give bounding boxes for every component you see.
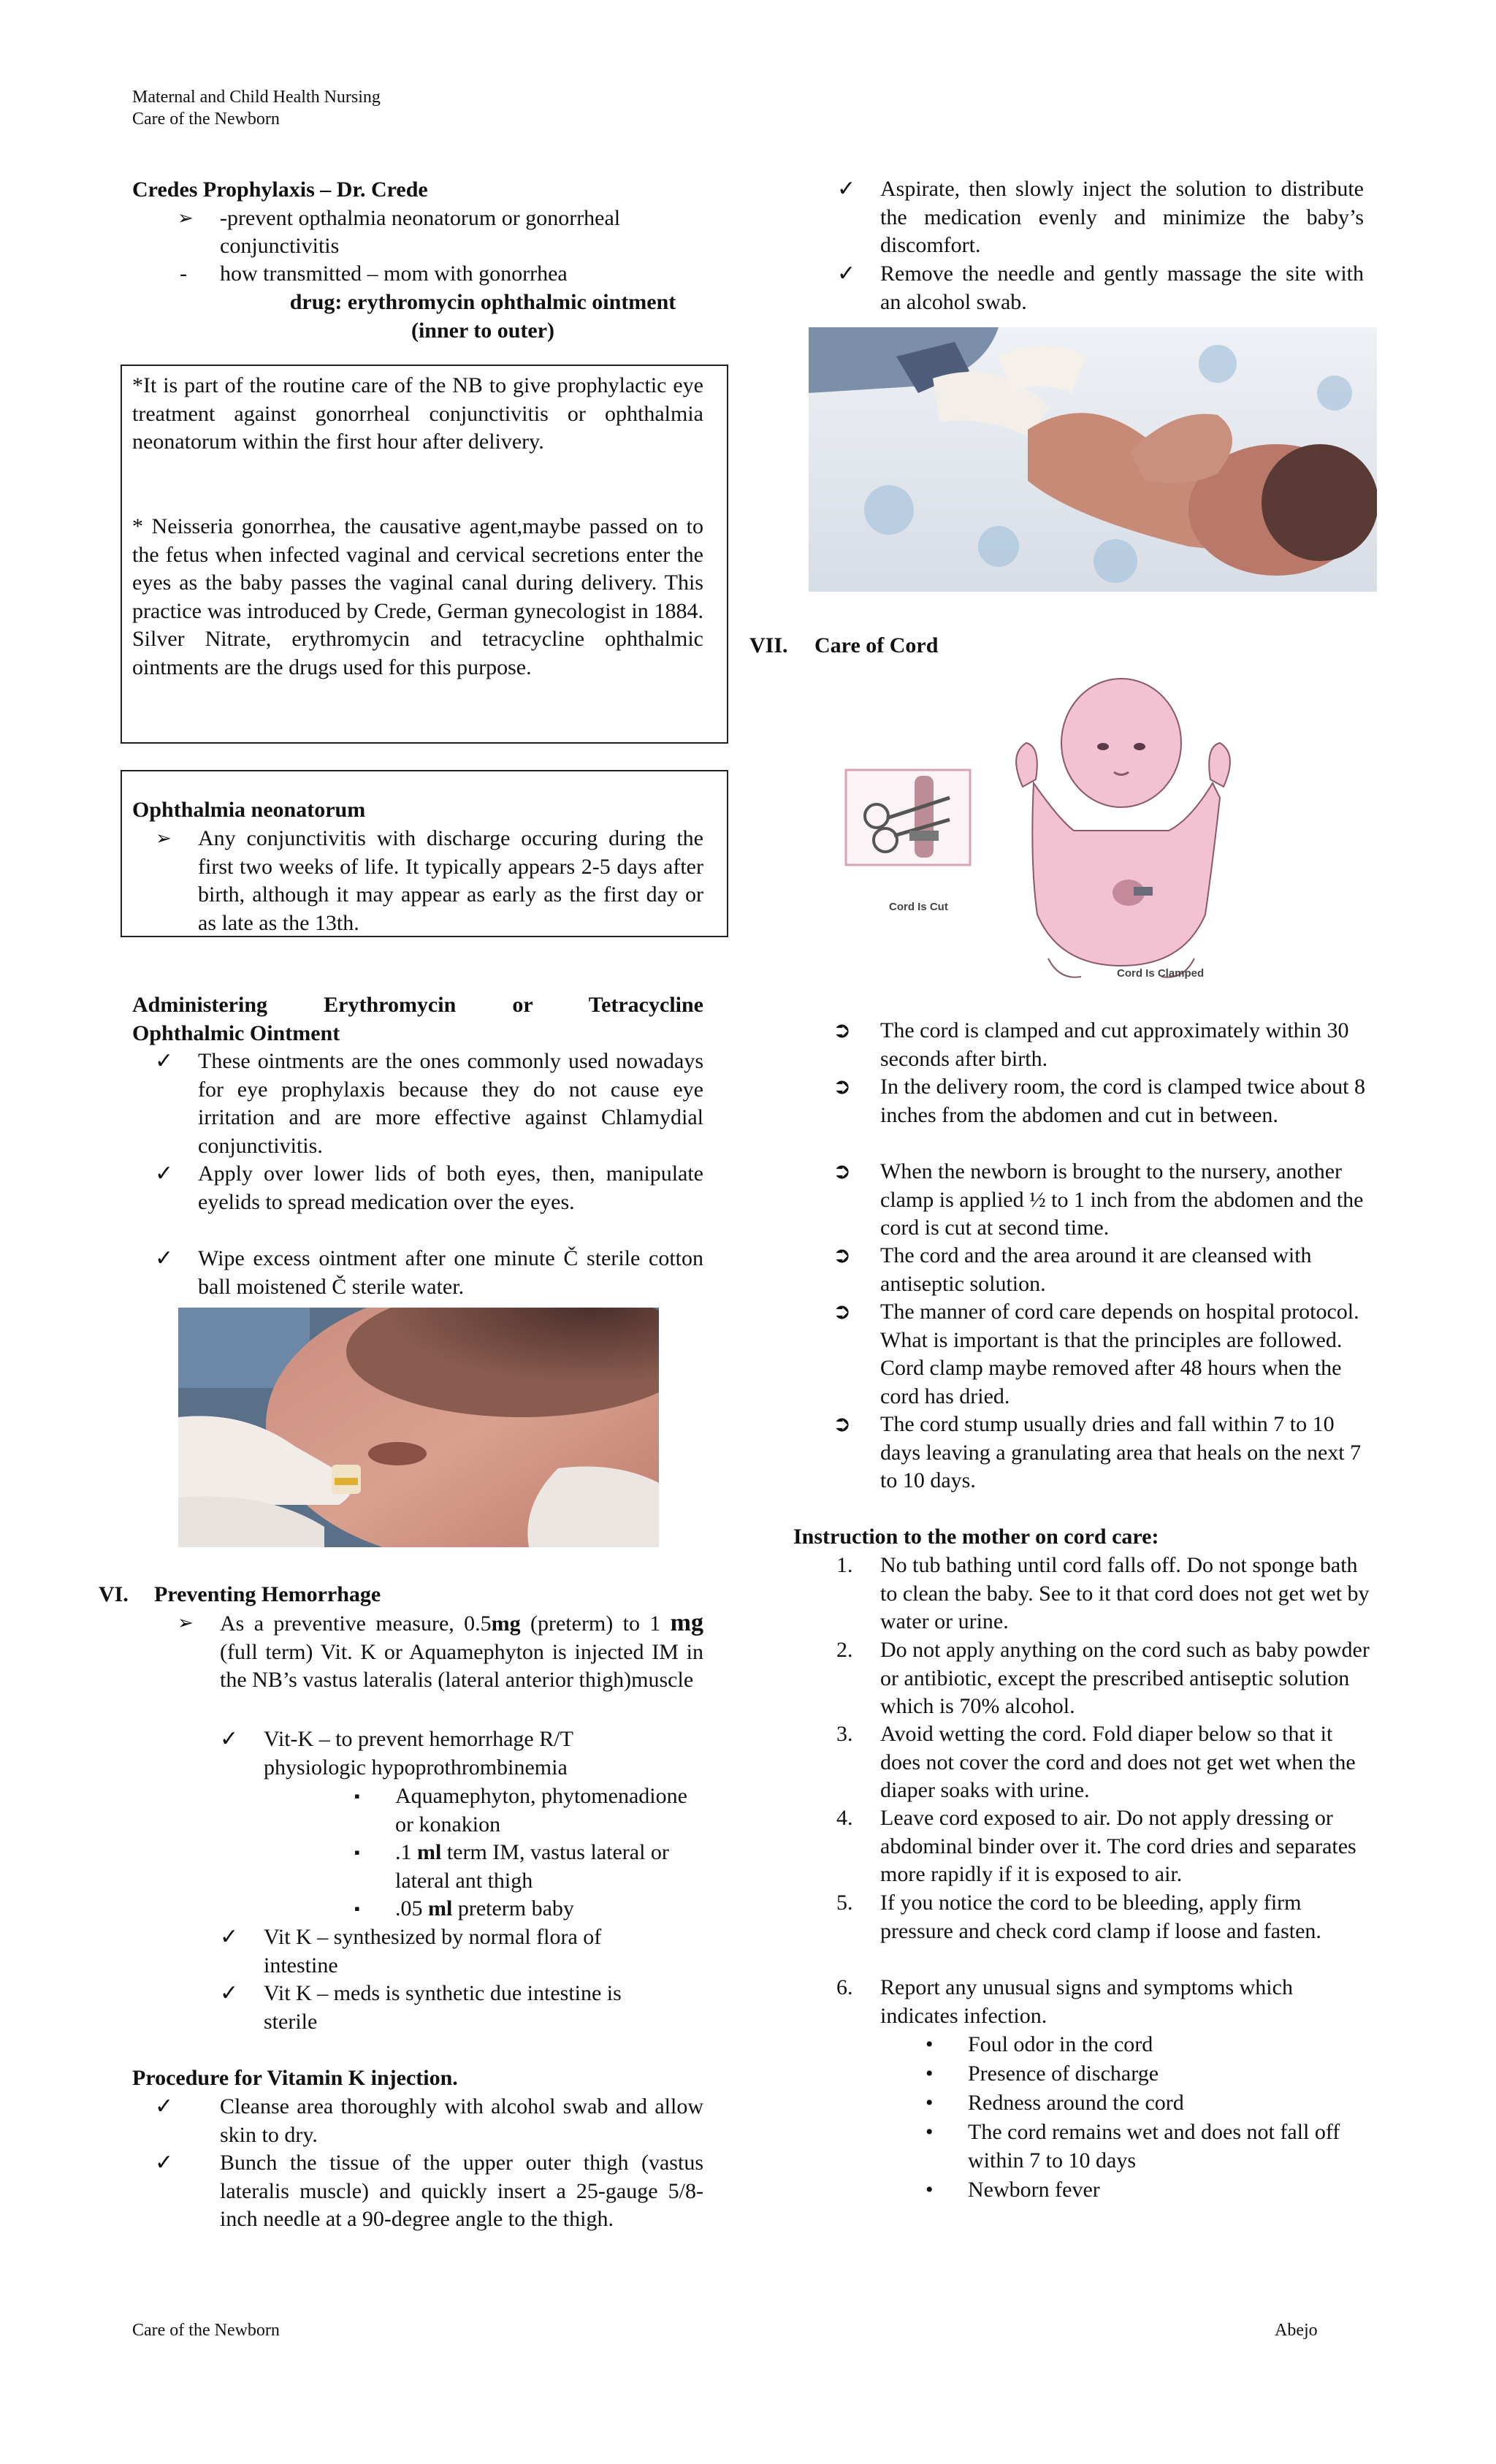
section-6-intro	[220, 1609, 703, 1695]
arrow-bullet-icon: ➢	[178, 207, 194, 229]
circle-arrow-icon: ➲	[833, 1243, 852, 1267]
dot-bullet-icon: •	[926, 2032, 934, 2056]
square-bullet-icon: ▪	[354, 1787, 360, 1805]
check-icon: ✓	[220, 1981, 239, 2005]
instruction-number-1: 1.	[836, 1553, 853, 1577]
cord-illustration	[840, 674, 1293, 986]
instruction-item-6: Report any unusual signs and symptoms which indicates infection.	[880, 1975, 1293, 2028]
intro-unit-1: mg	[491, 1611, 521, 1636]
prophylaxis-paragraph-2: * Neisseria gonorrhea, the causative agent,maybe passed on to the fetus when infected vaginal and cervical secretions enter the eyes as the baby passes the vaginal canal during delivery. This practice was introduced by Crede, German gynecologist in 1884. Silver Nitrate, erythromycin and tetracycline ophthalmic ointments are the drugs used for this purpose.	[132, 514, 703, 679]
section-7-title: Care of Cord	[814, 633, 939, 657]
check-icon: ✓	[155, 1162, 174, 1186]
cord-item-1: The cord is clamped and cut approximately within 30 seconds after birth.	[880, 1018, 1349, 1071]
header-line-1: Maternal and Child Health Nursing	[132, 88, 381, 107]
instruction-item-2: Do not apply anything on the cord such as baby powder or antibiotic, except the prescribed antiseptic solution which is 70% alcohol.	[880, 1638, 1370, 1718]
circle-arrow-icon: ➲	[833, 1018, 852, 1042]
instruction-number-5: 5.	[836, 1891, 853, 1915]
header-line-2: Care of the Newborn	[132, 110, 280, 129]
check-icon: ✓	[220, 1727, 239, 1751]
credes-title: Credes Prophylaxis – Dr. Crede	[132, 178, 428, 202]
sub2-text-b: term IM, vastus lateral or lateral ant thigh	[395, 1840, 669, 1893]
ophthalmia-text: Any conjunctivitis with discharge occuring during the first two weeks of life. It typically appears 2-5 days after birth, although it may appear as early as the first day or as late as the 13th.	[198, 826, 703, 935]
dash-bullet-icon: -	[180, 262, 187, 286]
admin-item-2: Apply over lower lids of both eyes, then, manipulate eyelids to spread medication over the eyes.	[198, 1162, 703, 1214]
square-bullet-icon: ▪	[354, 1899, 360, 1918]
vitk-sub-1: Aquamephyton, phytomenadione or konakion	[395, 1784, 687, 1836]
figure-label-cord-clamped: Cord Is Clamped	[1117, 967, 1205, 980]
sub3-text-b: preterm baby	[452, 1896, 574, 1921]
sub2-unit: ml	[417, 1840, 442, 1864]
vitk-sub-2	[395, 1839, 709, 1895]
circle-arrow-icon: ➲	[833, 1300, 852, 1324]
sub2-text-a: .1	[395, 1840, 417, 1864]
admin-item-1: These ointments are the ones commonly used nowadays for eye prophylaxis because they do not cause eye irritation and are more effective against Chlamydial conjunctivitis.	[198, 1049, 703, 1158]
dot-bullet-icon: •	[926, 2120, 934, 2144]
cord-item-5: The manner of cord care depends on hospital protocol. What is important is that the principles are followed. Cord clamp maybe removed after 48 hours when the cord has dried.	[880, 1300, 1359, 1408]
intro-text-a: As a preventive measure, 0.5	[220, 1611, 492, 1636]
instruction-number-4: 4.	[836, 1806, 853, 1830]
sub3-unit: ml	[428, 1896, 453, 1921]
footer-right: Abejo	[1275, 2321, 1318, 2340]
cord-item-2: In the delivery room, the cord is clamped twice about 8 inches from the abdomen and cut in between.	[880, 1075, 1365, 1127]
dot-bullet-icon: •	[926, 2061, 934, 2086]
square-bullet-icon: ▪	[354, 1843, 360, 1861]
ophthalmia-title: Ophthalmia neonatorum	[132, 798, 366, 822]
procedure-item-3: Aspirate, then slowly inject the solution to distribute the medication evenly and minimize the baby’s discomfort.	[880, 177, 1364, 257]
eye-ointment-photo	[178, 1308, 659, 1547]
cord-item-3: When the newborn is brought to the nursery, another clamp is applied ½ to 1 inch from the abdomen and the cord is cut at second time.	[880, 1159, 1364, 1240]
admin-title-line-2: Ophthalmic Ointment	[132, 1021, 340, 1045]
credes-drug-line-2: (inner to outer)	[411, 319, 555, 343]
check-icon: ✓	[837, 177, 856, 201]
section-6-title: Preventing Hemorrhage	[154, 1582, 381, 1606]
cord-item-4: The cord and the area around it are cleansed with antiseptic solution.	[880, 1243, 1312, 1296]
circle-arrow-icon: ➲	[833, 1412, 852, 1436]
sign-item-2: Presence of discharge	[968, 2061, 1159, 2086]
prophylaxis-paragraph-1: *It is part of the routine care of the NB to give prophylactic eye treatment against gonorrheal conjunctivitis or ophthalmia neonatorum within the first hour after delivery.	[132, 373, 703, 454]
credes-bullet-2: how transmitted – mom with gonorrhea	[220, 262, 568, 286]
instruction-item-3: Avoid wetting the cord. Fold diaper below so that it does not cover the cord and does not get wet when the diaper soaks with urine.	[880, 1722, 1356, 1802]
circle-arrow-icon: ➲	[833, 1159, 852, 1183]
footer-left: Care of the Newborn	[132, 2321, 280, 2340]
check-icon: ✓	[155, 2151, 174, 2175]
instruction-number-2: 2.	[836, 1638, 853, 1662]
vitk-item-2: Vit K – synthesized by normal flora of intestine	[264, 1925, 602, 1977]
credes-bullet-1-line-2: conjunctivitis	[220, 234, 340, 258]
sign-item-5: Newborn fever	[968, 2178, 1100, 2202]
check-icon: ✓	[837, 262, 856, 286]
check-icon: ✓	[220, 1925, 239, 1949]
intro-unit-2: mg	[670, 1609, 703, 1636]
instruction-number-6: 6.	[836, 1975, 853, 1999]
section-6-number: VI.	[99, 1582, 129, 1606]
procedure-title: Procedure for Vitamin K injection.	[132, 2066, 458, 2090]
instruction-title: Instruction to the mother on cord care:	[793, 1525, 1159, 1549]
credes-drug-line-1: drug: erythromycin ophthalmic ointment	[289, 290, 676, 314]
credes-bullet-1-line-1: -prevent opthalmia neonatorum or gonorrheal	[220, 206, 621, 230]
instruction-item-1: No tub bathing until cord falls off. Do not sponge bath to clean the baby. See to it that cord does not get wet by water or urine.	[880, 1553, 1370, 1633]
admin-title-line-1: Administering Erythromycin or Tetracycline	[132, 993, 703, 1017]
arrow-bullet-icon: ➢	[178, 1612, 194, 1633]
vitk-item-3: Vit K – meds is synthetic due intestine is sterile	[264, 1981, 622, 2034]
procedure-item-4: Remove the needle and gently massage the site with an alcohol swab.	[880, 262, 1364, 314]
check-icon: ✓	[155, 1246, 174, 1270]
sub3-text-a: .05	[395, 1896, 428, 1921]
sign-item-4: The cord remains wet and does not fall off within 7 to 10 days	[968, 2120, 1340, 2173]
dot-bullet-icon: •	[926, 2178, 934, 2202]
instruction-number-3: 3.	[836, 1722, 853, 1746]
procedure-item-2: Bunch the tissue of the upper outer thigh (vastus lateralis muscle) and quickly insert a 25-gauge 5/8-inch needle at a 90-degree angle to the thigh.	[220, 2151, 703, 2231]
procedure-item-1: Cleanse area thoroughly with alcohol swab and allow skin to dry.	[220, 2094, 703, 2147]
cord-item-6: The cord stump usually dries and fall within 7 to 10 days leaving a granulating area that heals on the next 7 to 10 days.	[880, 1412, 1362, 1492]
circle-arrow-icon: ➲	[833, 1075, 852, 1099]
dot-bullet-icon: •	[926, 2091, 934, 2115]
check-icon: ✓	[155, 2094, 174, 2118]
vitk-sub-3	[395, 1895, 709, 1923]
arrow-bullet-icon: ➢	[156, 828, 172, 849]
admin-item-3: Wipe excess ointment after one minute Č sterile cotton ball moistened Č sterile water.	[198, 1246, 703, 1299]
figure-label-cord-cut: Cord Is Cut	[889, 901, 948, 913]
instruction-item-5: If you notice the cord to be bleeding, apply firm pressure and check cord clamp if loose and fasten.	[880, 1891, 1321, 1943]
vitk-item-1: Vit-K – to prevent hemorrhage R/T physiologic hypoprothrombinemia	[264, 1727, 573, 1780]
sign-item-1: Foul odor in the cord	[968, 2032, 1153, 2056]
injection-photo	[809, 327, 1377, 592]
instruction-item-4: Leave cord exposed to air. Do not apply dressing or abdominal binder over it. The cord dries and separates more rapidly if it is exposed to air.	[880, 1806, 1356, 1886]
intro-text-b: (preterm) to 1	[520, 1611, 661, 1636]
intro-text-c: (full term) Vit. K or Aquamephyton is injected IM in the NB’s vastus lateralis (lateral anterior thigh)muscle	[220, 1639, 703, 1692]
section-7-number: VII.	[749, 633, 788, 657]
check-icon: ✓	[155, 1049, 174, 1073]
sign-item-3: Redness around the cord	[968, 2091, 1184, 2115]
